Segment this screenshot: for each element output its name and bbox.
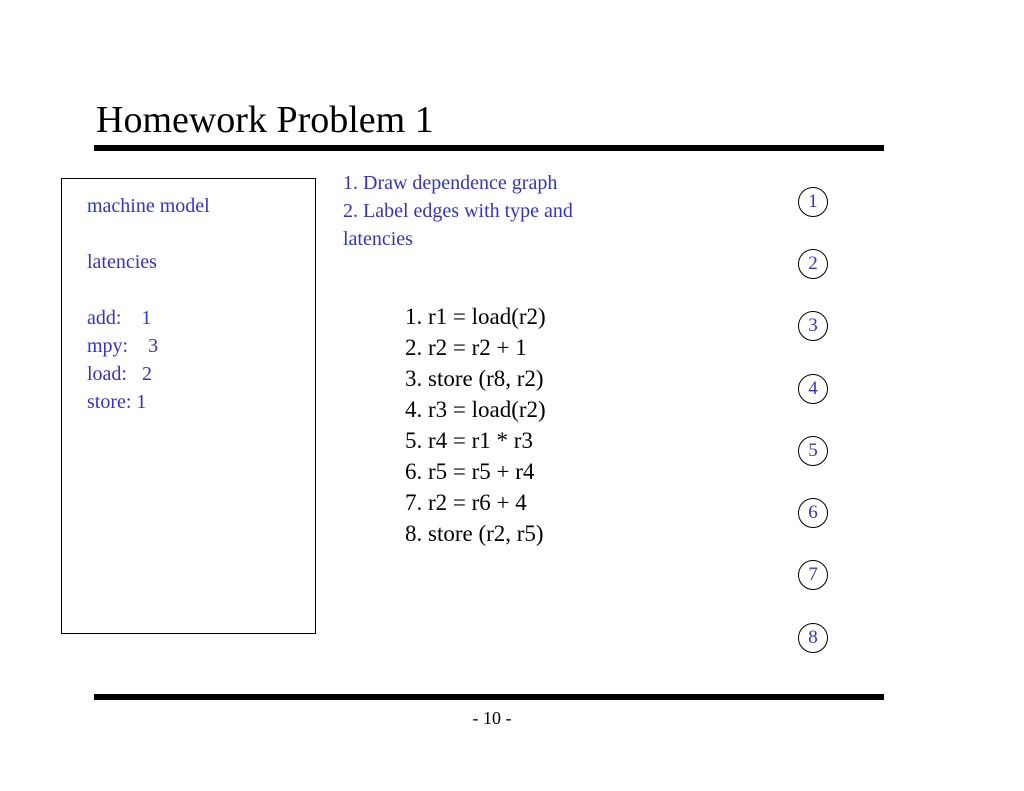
slide-title: Homework Problem 1 [96, 99, 434, 141]
code-listing [405, 301, 546, 549]
machine-model-heading: machine model [87, 195, 210, 217]
instruction-line: latencies [343, 228, 413, 250]
code-line-4: 4. r3 = load(r2) [405, 397, 546, 422]
code-line-6: 6. r5 = r5 + r4 [405, 459, 535, 484]
latency-load: load: 2 [87, 363, 152, 385]
graph-node-8: 8 [798, 623, 828, 653]
graph-node-2: 2 [798, 249, 828, 279]
code-line-3: 3. store (r8, r2) [405, 366, 544, 391]
graph-node-4: 4 [798, 374, 828, 404]
page-number: - 10 - [472, 708, 512, 728]
graph-node-3: 3 [798, 311, 828, 341]
graph-node-5: 5 [798, 436, 828, 466]
code-line-8: 8. store (r2, r5) [405, 521, 544, 546]
footer-divider [94, 694, 884, 700]
latency-store: store: 1 [87, 391, 147, 413]
title-divider [94, 145, 884, 151]
latencies-label: latencies [87, 251, 157, 273]
code-line-2: 2. r2 = r2 + 1 [405, 335, 527, 360]
latency-mpy: mpy: 3 [87, 335, 159, 357]
graph-node-7: 7 [798, 560, 828, 590]
instructions [343, 169, 643, 253]
latency-add: add: 1 [87, 307, 152, 329]
code-line-1: 1. r1 = load(r2) [405, 304, 546, 329]
instruction-line: 2. Label edges with type and [343, 200, 573, 222]
code-line-5: 5. r4 = r1 * r3 [405, 428, 533, 453]
graph-node-1: 1 [798, 187, 828, 217]
instruction-line: 1. Draw dependence graph [343, 172, 558, 194]
code-line-7: 7. r2 = r6 + 4 [405, 490, 527, 515]
graph-node-6: 6 [798, 498, 828, 528]
